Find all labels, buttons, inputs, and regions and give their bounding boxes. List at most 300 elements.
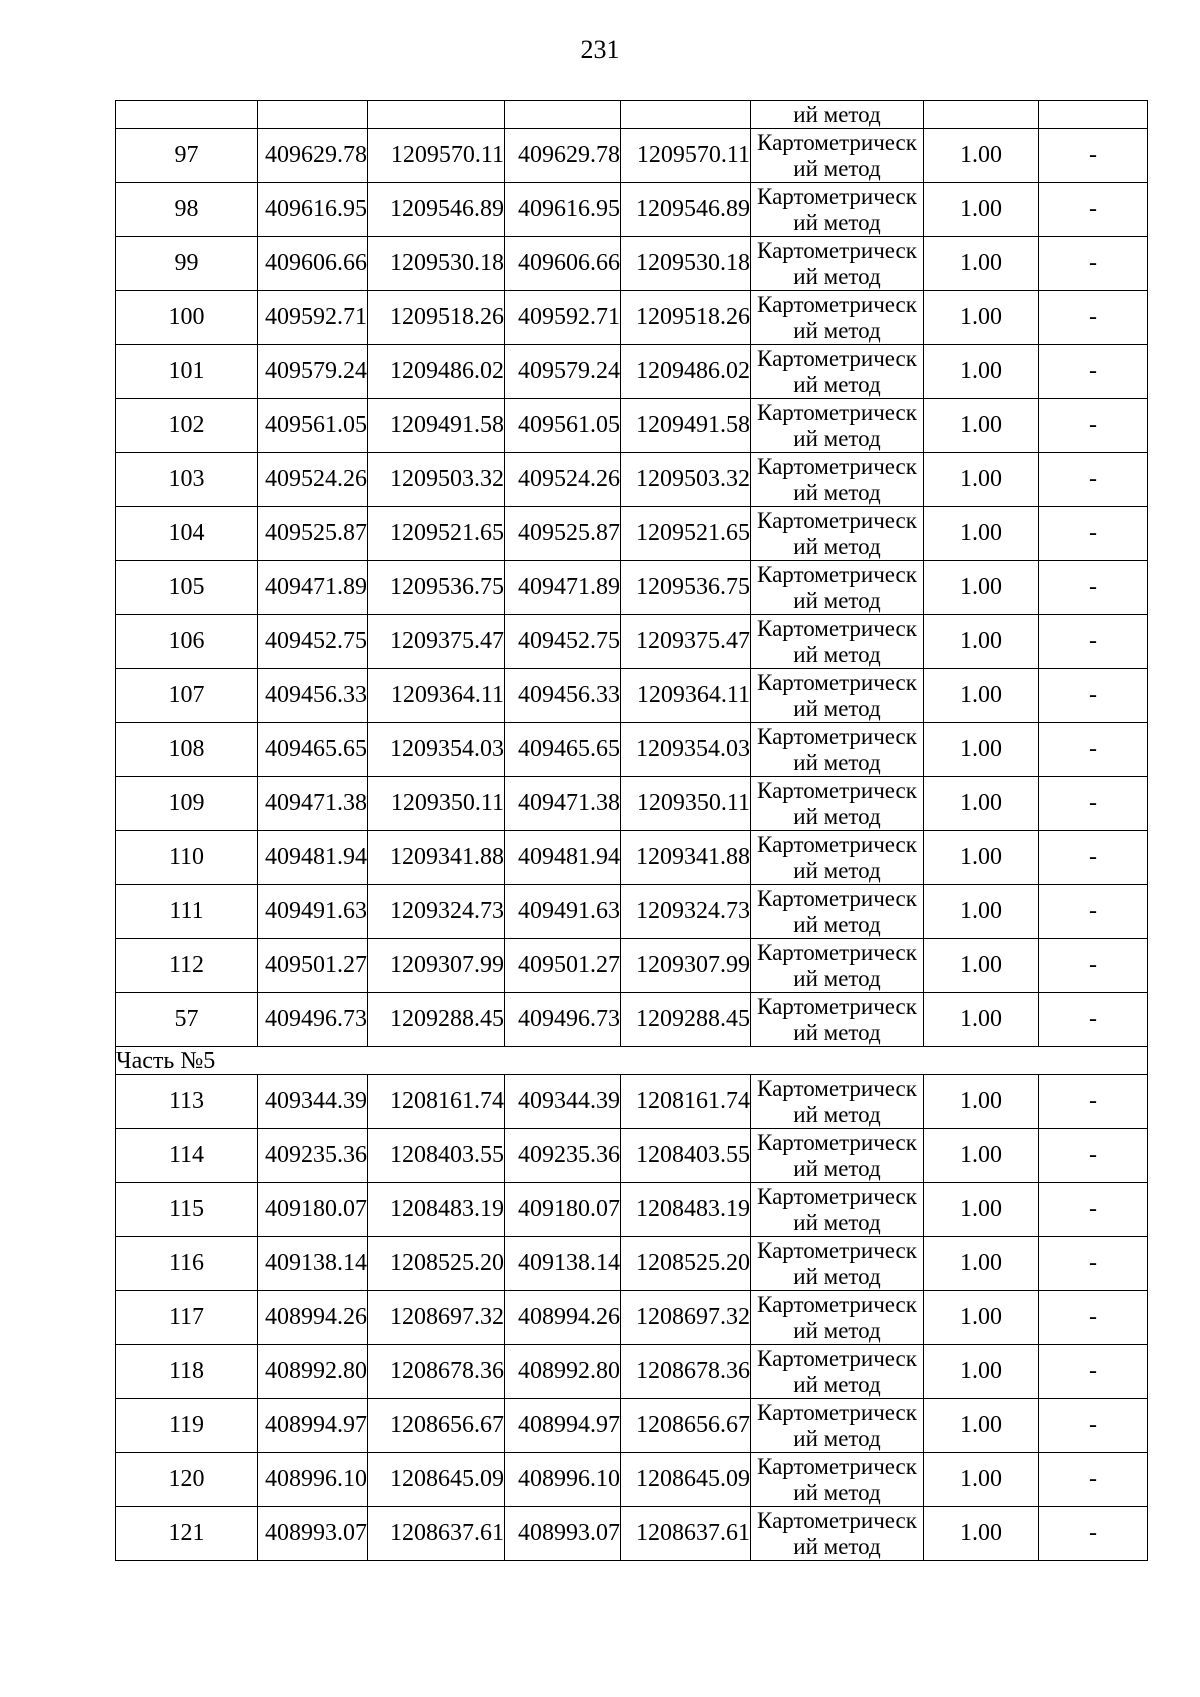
accuracy-value: 1.00 xyxy=(924,1237,1039,1291)
note-value: - xyxy=(1039,183,1148,237)
accuracy-value: 1.00 xyxy=(924,453,1039,507)
point-number: 103 xyxy=(116,453,258,507)
y-coordinate-existing: 1209364.11 xyxy=(368,669,505,723)
note-value: - xyxy=(1039,831,1148,885)
coordinates-table xyxy=(115,100,1148,1561)
x-coordinate-existing: 409525.87 xyxy=(258,507,368,561)
point-number: 106 xyxy=(116,615,258,669)
x-coordinate-existing: 408994.97 xyxy=(258,1399,368,1453)
y-coordinate-new: 1209288.45 xyxy=(621,993,751,1047)
method-line-1: Картометрическ xyxy=(757,399,917,425)
y-coordinate-existing: 1209341.88 xyxy=(368,831,505,885)
table-row xyxy=(116,885,1148,939)
y-coordinate-existing: 1208525.20 xyxy=(368,1237,505,1291)
x-coordinate-existing: 409138.14 xyxy=(258,1237,368,1291)
method-line-2: ий метод xyxy=(793,911,881,937)
note-value: - xyxy=(1039,669,1148,723)
note-value: - xyxy=(1039,129,1148,183)
x-coordinate-existing: 409524.26 xyxy=(258,453,368,507)
x-coordinate-new: 409592.71 xyxy=(505,291,621,345)
x-coordinate-new: 409471.89 xyxy=(505,561,621,615)
method-cell xyxy=(751,291,924,345)
x-coordinate-existing: 409616.95 xyxy=(258,183,368,237)
y-coordinate-existing: 1208161.74 xyxy=(368,1075,505,1129)
method-line-2: ий метод xyxy=(793,803,881,829)
point-number: 117 xyxy=(116,1291,258,1345)
method-line-1: Картометрическ xyxy=(757,291,917,317)
y-coordinate-existing: 1209530.18 xyxy=(368,237,505,291)
x-coordinate-existing: 409235.36 xyxy=(258,1129,368,1183)
y-coordinate-existing: 1208645.09 xyxy=(368,1453,505,1507)
method-line-2: ий метод xyxy=(793,695,881,721)
x-coordinate-new: 409524.26 xyxy=(505,453,621,507)
y-coordinate-new: 1208645.09 xyxy=(621,1453,751,1507)
method-line-2: ий метод xyxy=(793,425,881,451)
x-coordinate-new: 409456.33 xyxy=(505,669,621,723)
note-value: - xyxy=(1039,561,1148,615)
point-number: 101 xyxy=(116,345,258,399)
y-coordinate-new: 1208403.55 xyxy=(621,1129,751,1183)
cell-empty xyxy=(258,101,368,129)
x-coordinate-existing: 409481.94 xyxy=(258,831,368,885)
cell-empty xyxy=(621,101,751,129)
method-line-1: Картометрическ xyxy=(757,129,917,155)
table-row xyxy=(116,291,1148,345)
accuracy-value: 1.00 xyxy=(924,399,1039,453)
method-line-1: Картометрическ xyxy=(757,507,917,533)
point-number: 113 xyxy=(116,1075,258,1129)
point-number: 100 xyxy=(116,291,258,345)
y-coordinate-new: 1209341.88 xyxy=(621,831,751,885)
x-coordinate-new: 409629.78 xyxy=(505,129,621,183)
y-coordinate-new: 1209536.75 xyxy=(621,561,751,615)
note-value: - xyxy=(1039,1453,1148,1507)
y-coordinate-new: 1209491.58 xyxy=(621,399,751,453)
accuracy-value: 1.00 xyxy=(924,1183,1039,1237)
point-number: 110 xyxy=(116,831,258,885)
method-tail: ий метод xyxy=(751,101,924,129)
y-coordinate-new: 1209486.02 xyxy=(621,345,751,399)
table-row xyxy=(116,615,1148,669)
x-coordinate-existing: 408992.80 xyxy=(258,1345,368,1399)
method-line-1: Картометрическ xyxy=(757,1291,917,1317)
accuracy-value: 1.00 xyxy=(924,1399,1039,1453)
y-coordinate-new: 1209518.26 xyxy=(621,291,751,345)
cell-empty xyxy=(116,101,258,129)
x-coordinate-existing: 409606.66 xyxy=(258,237,368,291)
table-row xyxy=(116,237,1148,291)
point-number: 104 xyxy=(116,507,258,561)
y-coordinate-existing: 1209324.73 xyxy=(368,885,505,939)
x-coordinate-existing: 408994.26 xyxy=(258,1291,368,1345)
accuracy-value: 1.00 xyxy=(924,561,1039,615)
y-coordinate-new: 1209375.47 xyxy=(621,615,751,669)
x-coordinate-new: 409525.87 xyxy=(505,507,621,561)
x-coordinate-new: 409496.73 xyxy=(505,993,621,1047)
accuracy-value: 1.00 xyxy=(924,237,1039,291)
method-line-2: ий метод xyxy=(793,1479,881,1505)
x-coordinate-new: 409138.14 xyxy=(505,1237,621,1291)
method-line-2: ий метод xyxy=(793,1533,881,1559)
method-line-1: Картометрическ xyxy=(757,561,917,587)
point-number: 116 xyxy=(116,1237,258,1291)
method-line-2: ий метод xyxy=(793,1019,881,1045)
y-coordinate-existing: 1209350.11 xyxy=(368,777,505,831)
note-value: - xyxy=(1039,1507,1148,1561)
method-line-2: ий метод xyxy=(793,155,881,181)
accuracy-value: 1.00 xyxy=(924,1291,1039,1345)
table-row xyxy=(116,1129,1148,1183)
method-line-1: Картометрическ xyxy=(757,1507,917,1533)
method-line-2: ий метод xyxy=(793,587,881,613)
table-row xyxy=(116,1507,1148,1561)
method-line-2: ий метод xyxy=(793,749,881,775)
y-coordinate-new: 1209364.11 xyxy=(621,669,751,723)
method-cell xyxy=(751,237,924,291)
note-value: - xyxy=(1039,1129,1148,1183)
note-value: - xyxy=(1039,615,1148,669)
point-number: 114 xyxy=(116,1129,258,1183)
method-cell xyxy=(751,183,924,237)
y-coordinate-new: 1209530.18 xyxy=(621,237,751,291)
y-coordinate-existing: 1209503.32 xyxy=(368,453,505,507)
table-row xyxy=(116,939,1148,993)
method-line-2: ий метод xyxy=(793,1101,881,1127)
method-line-1: Картометрическ xyxy=(757,669,917,695)
note-value: - xyxy=(1039,237,1148,291)
y-coordinate-existing: 1209288.45 xyxy=(368,993,505,1047)
x-coordinate-new: 409235.36 xyxy=(505,1129,621,1183)
point-number: 121 xyxy=(116,1507,258,1561)
y-coordinate-existing: 1209375.47 xyxy=(368,615,505,669)
y-coordinate-new: 1209570.11 xyxy=(621,129,751,183)
continuation-row xyxy=(116,101,1148,129)
x-coordinate-new: 408993.07 xyxy=(505,1507,621,1561)
y-coordinate-new: 1209521.65 xyxy=(621,507,751,561)
x-coordinate-existing: 409579.24 xyxy=(258,345,368,399)
x-coordinate-existing: 409496.73 xyxy=(258,993,368,1047)
note-value: - xyxy=(1039,777,1148,831)
method-cell xyxy=(751,669,924,723)
accuracy-value: 1.00 xyxy=(924,1453,1039,1507)
method-line-2: ий метод xyxy=(793,641,881,667)
method-cell xyxy=(751,1291,924,1345)
cell-empty xyxy=(505,101,621,129)
method-line-1: Картометрическ xyxy=(757,1399,917,1425)
note-value: - xyxy=(1039,291,1148,345)
y-coordinate-existing: 1209491.58 xyxy=(368,399,505,453)
method-cell xyxy=(751,507,924,561)
y-coordinate-existing: 1208678.36 xyxy=(368,1345,505,1399)
x-coordinate-new: 409344.39 xyxy=(505,1075,621,1129)
x-coordinate-existing: 409471.89 xyxy=(258,561,368,615)
method-line-2: ий метод xyxy=(793,479,881,505)
note-value: - xyxy=(1039,939,1148,993)
accuracy-value: 1.00 xyxy=(924,183,1039,237)
table-row xyxy=(116,1291,1148,1345)
y-coordinate-existing: 1209486.02 xyxy=(368,345,505,399)
method-line-2: ий метод xyxy=(793,1209,881,1235)
y-coordinate-existing: 1209521.65 xyxy=(368,507,505,561)
point-number: 108 xyxy=(116,723,258,777)
x-coordinate-existing: 408996.10 xyxy=(258,1453,368,1507)
accuracy-value: 1.00 xyxy=(924,777,1039,831)
y-coordinate-new: 1209546.89 xyxy=(621,183,751,237)
method-line-1: Картометрическ xyxy=(757,1129,917,1155)
method-line-1: Картометрическ xyxy=(757,885,917,911)
y-coordinate-existing: 1208403.55 xyxy=(368,1129,505,1183)
y-coordinate-existing: 1209307.99 xyxy=(368,939,505,993)
x-coordinate-new: 409579.24 xyxy=(505,345,621,399)
table-row xyxy=(116,183,1148,237)
method-line-2: ий метод xyxy=(793,263,881,289)
table-row xyxy=(116,1453,1148,1507)
point-number: 98 xyxy=(116,183,258,237)
method-cell xyxy=(751,1129,924,1183)
method-cell xyxy=(751,345,924,399)
note-value: - xyxy=(1039,1075,1148,1129)
x-coordinate-new: 409606.66 xyxy=(505,237,621,291)
y-coordinate-new: 1208697.32 xyxy=(621,1291,751,1345)
method-line-1: Картометрическ xyxy=(757,1075,917,1101)
point-number: 109 xyxy=(116,777,258,831)
table-row xyxy=(116,1183,1148,1237)
method-line-1: Картометрическ xyxy=(757,723,917,749)
accuracy-value: 1.00 xyxy=(924,885,1039,939)
accuracy-value: 1.00 xyxy=(924,993,1039,1047)
method-cell xyxy=(751,453,924,507)
y-coordinate-new: 1208678.36 xyxy=(621,1345,751,1399)
note-value: - xyxy=(1039,1291,1148,1345)
table-row xyxy=(116,345,1148,399)
cell-empty xyxy=(1039,101,1148,129)
method-line-2: ий метод xyxy=(793,371,881,397)
note-value: - xyxy=(1039,1399,1148,1453)
method-cell xyxy=(751,993,924,1047)
note-value: - xyxy=(1039,507,1148,561)
x-coordinate-new: 408994.97 xyxy=(505,1399,621,1453)
method-line-1: Картометрическ xyxy=(757,777,917,803)
method-line-1: Картометрическ xyxy=(757,939,917,965)
x-coordinate-new: 409481.94 xyxy=(505,831,621,885)
x-coordinate-existing: 409471.38 xyxy=(258,777,368,831)
table-row xyxy=(116,1399,1148,1453)
table-row xyxy=(116,993,1148,1047)
y-coordinate-existing: 1209354.03 xyxy=(368,723,505,777)
x-coordinate-existing: 409180.07 xyxy=(258,1183,368,1237)
part-header-row xyxy=(116,1047,1148,1075)
cell-empty xyxy=(924,101,1039,129)
cell-empty xyxy=(368,101,505,129)
note-value: - xyxy=(1039,993,1148,1047)
x-coordinate-existing: 409629.78 xyxy=(258,129,368,183)
accuracy-value: 1.00 xyxy=(924,345,1039,399)
accuracy-value: 1.00 xyxy=(924,129,1039,183)
method-line-2: ий метод xyxy=(793,857,881,883)
x-coordinate-existing: 409592.71 xyxy=(258,291,368,345)
part-title: Часть №5 xyxy=(116,1047,1148,1075)
y-coordinate-existing: 1208656.67 xyxy=(368,1399,505,1453)
point-number: 57 xyxy=(116,993,258,1047)
x-coordinate-new: 409180.07 xyxy=(505,1183,621,1237)
x-coordinate-existing: 409344.39 xyxy=(258,1075,368,1129)
accuracy-value: 1.00 xyxy=(924,831,1039,885)
x-coordinate-new: 409561.05 xyxy=(505,399,621,453)
method-line-1: Картометрическ xyxy=(757,453,917,479)
point-number: 112 xyxy=(116,939,258,993)
table-row xyxy=(116,831,1148,885)
page-number: 231 xyxy=(580,35,620,64)
method-line-1: Картометрическ xyxy=(757,1237,917,1263)
method-line-2: ий метод xyxy=(793,1425,881,1451)
table-row xyxy=(116,453,1148,507)
method-line-1: Картометрическ xyxy=(757,1345,917,1371)
method-line-1: Картометрическ xyxy=(757,345,917,371)
method-line-2: ий метод xyxy=(793,1317,881,1343)
method-line-2: ий метод xyxy=(793,1371,881,1397)
method-cell xyxy=(751,939,924,993)
method-cell xyxy=(751,1345,924,1399)
point-number: 115 xyxy=(116,1183,258,1237)
point-number: 120 xyxy=(116,1453,258,1507)
method-cell xyxy=(751,615,924,669)
method-cell xyxy=(751,1183,924,1237)
x-coordinate-existing: 409501.27 xyxy=(258,939,368,993)
y-coordinate-existing: 1209518.26 xyxy=(368,291,505,345)
y-coordinate-new: 1208656.67 xyxy=(621,1399,751,1453)
x-coordinate-new: 408996.10 xyxy=(505,1453,621,1507)
y-coordinate-new: 1208637.61 xyxy=(621,1507,751,1561)
point-number: 102 xyxy=(116,399,258,453)
point-number: 111 xyxy=(116,885,258,939)
note-value: - xyxy=(1039,723,1148,777)
method-line-2: ий метод xyxy=(793,965,881,991)
table-row xyxy=(116,669,1148,723)
table-row xyxy=(116,561,1148,615)
table-row xyxy=(116,777,1148,831)
y-coordinate-existing: 1209536.75 xyxy=(368,561,505,615)
method-cell xyxy=(751,399,924,453)
x-coordinate-existing: 409452.75 xyxy=(258,615,368,669)
x-coordinate-new: 409501.27 xyxy=(505,939,621,993)
point-number: 118 xyxy=(116,1345,258,1399)
method-cell xyxy=(751,1075,924,1129)
y-coordinate-new: 1209354.03 xyxy=(621,723,751,777)
note-value: - xyxy=(1039,1237,1148,1291)
method-line-2: ий метод xyxy=(793,1263,881,1289)
table-row xyxy=(116,723,1148,777)
point-number: 99 xyxy=(116,237,258,291)
note-value: - xyxy=(1039,1345,1148,1399)
note-value: - xyxy=(1039,345,1148,399)
x-coordinate-new: 409452.75 xyxy=(505,615,621,669)
x-coordinate-new: 408992.80 xyxy=(505,1345,621,1399)
x-coordinate-new: 409491.63 xyxy=(505,885,621,939)
method-line-1: Картометрическ xyxy=(757,237,917,263)
method-line-2: ий метод xyxy=(793,1155,881,1181)
method-cell xyxy=(751,561,924,615)
x-coordinate-existing: 409456.33 xyxy=(258,669,368,723)
note-value: - xyxy=(1039,399,1148,453)
y-coordinate-new: 1208483.19 xyxy=(621,1183,751,1237)
point-number: 107 xyxy=(116,669,258,723)
y-coordinate-existing: 1208483.19 xyxy=(368,1183,505,1237)
accuracy-value: 1.00 xyxy=(924,1075,1039,1129)
y-coordinate-new: 1209307.99 xyxy=(621,939,751,993)
method-line-2: ий метод xyxy=(793,317,881,343)
accuracy-value: 1.00 xyxy=(924,723,1039,777)
y-coordinate-existing: 1209546.89 xyxy=(368,183,505,237)
note-value: - xyxy=(1039,453,1148,507)
point-number: 119 xyxy=(116,1399,258,1453)
method-cell xyxy=(751,777,924,831)
accuracy-value: 1.00 xyxy=(924,291,1039,345)
table-body xyxy=(116,101,1148,1561)
method-line-1: Картометрическ xyxy=(757,993,917,1019)
table-row xyxy=(116,1345,1148,1399)
accuracy-value: 1.00 xyxy=(924,1507,1039,1561)
method-line-1: Картометрическ xyxy=(757,1453,917,1479)
y-coordinate-existing: 1208637.61 xyxy=(368,1507,505,1561)
y-coordinate-new: 1208161.74 xyxy=(621,1075,751,1129)
x-coordinate-existing: 409491.63 xyxy=(258,885,368,939)
x-coordinate-new: 409465.65 xyxy=(505,723,621,777)
point-number: 97 xyxy=(116,129,258,183)
point-number: 105 xyxy=(116,561,258,615)
accuracy-value: 1.00 xyxy=(924,939,1039,993)
table-row xyxy=(116,129,1148,183)
x-coordinate-new: 408994.26 xyxy=(505,1291,621,1345)
method-line-1: Картометрическ xyxy=(757,615,917,641)
accuracy-value: 1.00 xyxy=(924,507,1039,561)
method-cell xyxy=(751,1237,924,1291)
accuracy-value: 1.00 xyxy=(924,1345,1039,1399)
x-coordinate-existing: 409465.65 xyxy=(258,723,368,777)
x-coordinate-new: 409471.38 xyxy=(505,777,621,831)
y-coordinate-new: 1208525.20 xyxy=(621,1237,751,1291)
x-coordinate-existing: 409561.05 xyxy=(258,399,368,453)
note-value: - xyxy=(1039,885,1148,939)
table-row xyxy=(116,1075,1148,1129)
method-line-2: ий метод xyxy=(793,209,881,235)
x-coordinate-existing: 408993.07 xyxy=(258,1507,368,1561)
accuracy-value: 1.00 xyxy=(924,669,1039,723)
method-cell xyxy=(751,1507,924,1561)
method-line-1: Картометрическ xyxy=(757,183,917,209)
y-coordinate-new: 1209350.11 xyxy=(621,777,751,831)
method-cell xyxy=(751,129,924,183)
method-cell xyxy=(751,885,924,939)
method-cell xyxy=(751,1399,924,1453)
method-line-1: Картометрическ xyxy=(757,831,917,857)
y-coordinate-new: 1209324.73 xyxy=(621,885,751,939)
table-row xyxy=(116,507,1148,561)
method-cell xyxy=(751,723,924,777)
y-coordinate-new: 1209503.32 xyxy=(621,453,751,507)
method-cell xyxy=(751,831,924,885)
table-row xyxy=(116,1237,1148,1291)
method-line-2: ий метод xyxy=(793,533,881,559)
note-value: - xyxy=(1039,1183,1148,1237)
method-cell xyxy=(751,1453,924,1507)
y-coordinate-existing: 1208697.32 xyxy=(368,1291,505,1345)
accuracy-value: 1.00 xyxy=(924,1129,1039,1183)
accuracy-value: 1.00 xyxy=(924,615,1039,669)
method-line-1: Картометрическ xyxy=(757,1183,917,1209)
x-coordinate-new: 409616.95 xyxy=(505,183,621,237)
table-row xyxy=(116,399,1148,453)
y-coordinate-existing: 1209570.11 xyxy=(368,129,505,183)
